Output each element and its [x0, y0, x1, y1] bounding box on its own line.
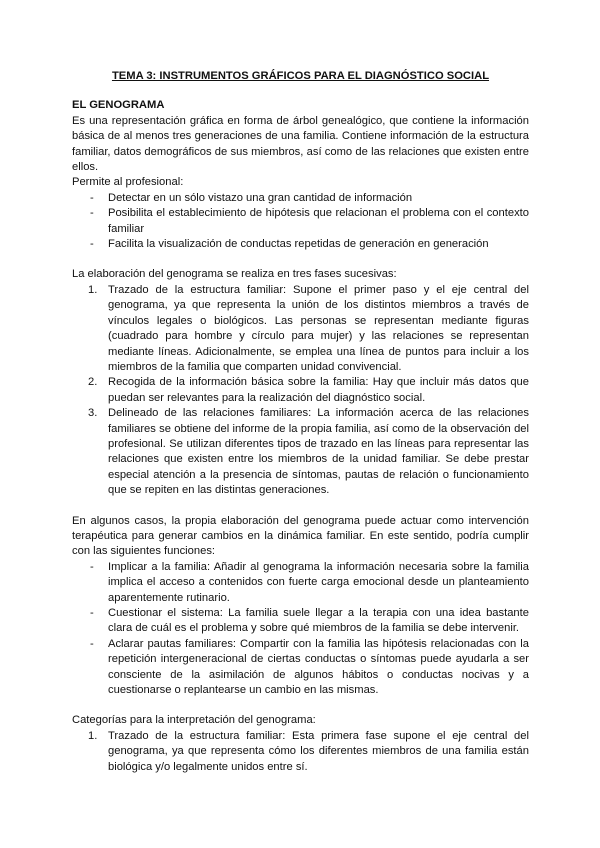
intervencion-intro: En algunos casos, la propia elaboración del genograma puede actuar como intervención terapéutica para generar cambios en la dinámica familiar. En este sentido, podría cumplir con las siguientes funciones:: [72, 514, 529, 558]
list-item: [72, 729, 529, 775]
list-item: - Cuestionar el sistema: La familia suele llegar a la terapia con una idea bastante clara de cuál es el problema y sobre qué miembros de la familia se debe intervenir.: [72, 606, 529, 637]
list-item: - Aclarar pautas familiares: Compartir con la familia las hipótesis relacionadas con la repetición intergeneracional de ciertas conductas o síntomas puede ayudarla a ser consciente de la asimilación de algunos hábitos o conductas nocivas y a cuestionarse o replantearse un cambio en las mismas.: [72, 637, 529, 699]
list-item: - Posibilita el establecimiento de hipótesis que relacionan el problema con el contexto familiar: [72, 206, 529, 237]
list-item: [72, 406, 529, 498]
genograma-definition: Es una representación gráfica en forma de árbol genealógico, que contiene la información básica de al menos tres generaciones de una familia. Contiene información de la estructura familiar, datos demográficos de sus miembros, así como de las relaciones que existen entre ellos.: [72, 114, 529, 174]
item-text: Recogida de la información básica sobre la familia: Hay que incluir más datos que puedan ser relevantes para la realización del diagnóstico social.: [108, 376, 529, 404]
permite-label: Permite al profesional:: [72, 176, 184, 189]
funciones-list: [72, 560, 529, 699]
item-text: Delineado de las relaciones familiares: La información acerca de las relaciones familiares se obtiene del informe de la propia familia, así como de la observación del profesional. Se utilizan diferentes tipos de trazado en las líneas para representar las relaciones que existen entre los miembros de la unidad familiar. Se debe prestar especial atención a la presencia de síntomas, pautas de relación o funcionamiento que se repiten en las distintas generaciones.: [108, 407, 529, 497]
item-text: Trazado de la estructura familiar: Esta primera fase supone el eje central del genograma, ya que representa cómo los diferentes miembros de una familia están biológica y/o legalmente unidos entre sí.: [108, 729, 529, 773]
categorias-list: [72, 729, 529, 775]
fases-list: [72, 283, 529, 499]
item-number: 1.: [88, 283, 98, 296]
item-number: 1.: [88, 729, 98, 742]
list-item: - Detectar en un sólo vistazo una gran cantidad de información: [72, 191, 529, 206]
list-item: [72, 283, 529, 375]
fases-intro: La elaboración del genograma se realiza en tres fases sucesivas:: [72, 268, 397, 281]
section-heading-genograma: EL GENOGRAMA: [72, 99, 165, 112]
categorias-intro: Categorías para la interpretación del genograma:: [72, 714, 316, 727]
item-text: Trazado de la estructura familiar: Supone el primer paso y el eje central del genograma, ya que representa la unión de los distintos miembros a través de vínculos legales o biológicos. Las personas se representan mediante figuras (cuadrado para hombre y círculo para mujer) y las relaciones se representan mediante líneas. Adicionalmente, se emplea una línea de puntos para incluir a los miembros de la familia que comparten unidad convivencial.: [108, 283, 529, 373]
list-item: - Facilita la visualización de conductas repetidas de generación en generación: [72, 237, 529, 252]
document-title: TEMA 3: INSTRUMENTOS GRÁFICOS PARA EL DIAGNÓSTICO SOCIAL: [111, 70, 490, 82]
list-item: - Implicar a la familia: Añadir al genograma la información necesaria sobre la familia implica el acceso a contenidos con fuerte carga emocional desde un planteamiento aparentemente rutinario.: [72, 560, 529, 606]
item-number: 3.: [88, 407, 98, 420]
permite-list: [72, 191, 529, 253]
document-page: [72, 69, 529, 775]
list-item: [72, 375, 529, 406]
item-number: 2.: [88, 376, 98, 389]
